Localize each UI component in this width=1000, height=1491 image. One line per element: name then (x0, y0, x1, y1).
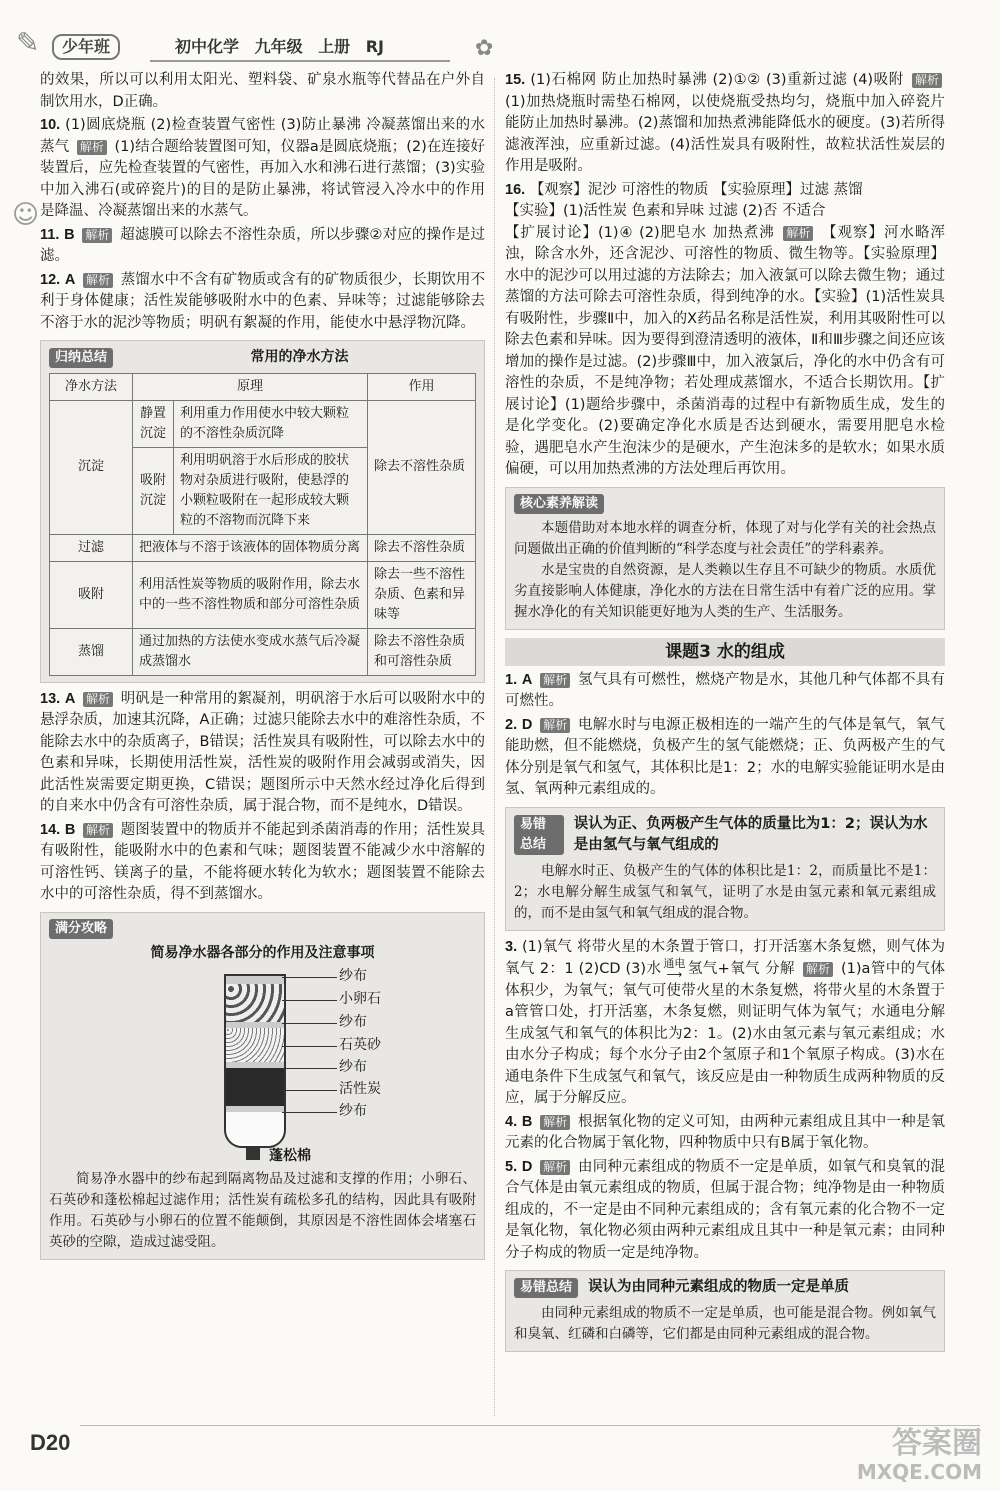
strategy-box (40, 912, 485, 1261)
analysis-tag: 解析 (803, 962, 833, 977)
question-11: 11. B 解析 超滤膜可以除去不溶性杂质，所以步骤②对应的操作是过滤。 (40, 226, 486, 264)
answer-line: 【实验】(1)活性炭 色素和异味 过滤 (2)否 不适合 (505, 203, 826, 219)
reaction-arrow-icon: ⟶ (666, 968, 683, 981)
explanation: 电解水时与电源正极相连的一端产生的气体是氧气，氧气能助燃，但不能燃烧，负极产生的氢气能燃烧；正、负两极产生的气体分别是氧气和氢气，其体积比是1：2；水的电解实验能证明水是由氢、氧两种元素组成的。 (505, 716, 946, 797)
lesson3-question-5: 5. D 解析 由同种元素组成的物质不一定是单质，如氧气和臭氧的混合气体是由氧元素组成的物质，但属于混合物；纯净物是由一种物质组成的，不一定是由不同种元素组成的；含有氧元素的化合物不一定是氧化物，氧化物必须由两种元素组成且其中一种是氧元素；由同种分子构成的物质一定是纯净物。 (505, 1158, 946, 1261)
analysis-tag: 解析 (783, 226, 813, 241)
explanation: 氢气具有可燃性，燃烧产物是水，其他几种气体都不具有可燃性。 (505, 671, 946, 709)
strategy-title: 简易净水器各部分的作用及注意事项 (150, 944, 375, 961)
column-divider (494, 78, 495, 1416)
explanation: (1)结合题给装置图可知，仪器a是圆底烧瓶；(2)在连接好装置后，应先检查装置的气密性，再加入水和沸石进行蒸馏；(3)实验中加入沸石(或碎瓷片)的目的是防止暴沸，将试管浸入冷水中的作用是降温、冷凝蒸馏出来的水蒸气。 (40, 138, 486, 219)
core-literacy-box (505, 487, 945, 630)
table-row: 吸附 利用活性炭等物质的吸附作用，除去水中的一些不溶性物质和部分可溶性杂质 除去一些不溶性杂质、色素和异味等 (50, 561, 476, 628)
label-cotton: 蓬松棉 (269, 1148, 311, 1164)
figure-decoration-icon: ☺ (12, 200, 40, 230)
answer: 氢气+氧气 分解 (687, 961, 795, 977)
explanation: (1)加热烧瓶时需垫石棉网，以使烧瓶受热均匀，烧瓶中加入碎瓷片能防止加热时暴沸。(2)蒸馏和加热煮沸能降低水的硬度。(3)若所得滤液浑浊，应重新过滤。(4)活性炭具有吸附性，故粒状活性炭层的作用是吸附。 (505, 93, 945, 174)
error-title: 误认为正、负两极产生气体的质量比为1：2；误认为水是由氢气与氧气组成的 (573, 815, 928, 853)
analysis-tag: 解析 (540, 1160, 570, 1175)
table-row: 过滤 把液体与不溶于该液体的固体物质分离 除去不溶性杂质 (50, 534, 476, 561)
strategy-text: 简易净水器中的纱布起到隔离物品及过滤和支撑的作用；小卵石、石英砂和蓬松棉起过滤作用；活性炭有疏松多孔的结构，因此具有吸附作用。石英砂与小卵石的位置不能颠倒，其原因是不溶性固体会堵塞石英砂的空隙，造成过滤受阻。 (49, 1171, 476, 1250)
question-14: 14. B 解析 题图装置中的物质并不能起到杀菌消毒的作用；活性炭具有吸附性，能吸附水中的色素和气味；题图装置不能减少水中溶解的可溶性钙、镁离子的量，不能将硬水转化为软水；题图装置不能除去水中的可溶性杂质，得不到蒸馏水。 (40, 821, 486, 902)
pebble-layer (226, 984, 284, 1022)
answer: (1)圆底烧瓶 (2)检查装置气密性 (3)防止暴沸 冷凝蒸馏出来的水蒸气 (40, 117, 485, 155)
explanation: 由同种元素组成的物质不一定是单质，如氧气和臭氧的混合气体是由氧元素组成的物质，但属于混合物；纯净物是由一种物质组成的，不一定是由不同种元素组成的；含有氧元素的化合物不一定是氧化物，氧化物必须由两种元素组成且其中一种是氧元素；由同种分子构成的物质一定是纯净物。 (505, 1158, 946, 1261)
table-row: 吸附沉淀 利用明矾溶于水后形成的胶状物对杂质进行吸附，使悬浮的小颗粒吸附在一起形成较大颗粒的不溶物而沉降下来 (50, 447, 476, 534)
lesson3-question-4: 4. B 解析 根据氧化物的定义可知，由两种元素组成且其中一种是氧元素的化合物属于氧化物，四种物质中只有B属于氧化物。 (505, 1113, 946, 1151)
table-row: 沉淀 静置沉淀 利用重力作用使水中较大颗粒的不溶性杂质沉降 除去不溶性杂质 (50, 400, 476, 447)
answer: D (521, 1158, 533, 1175)
page-header (0, 0, 1000, 62)
answer: A (64, 690, 76, 707)
core-text-2: 水是宝贵的自然资源，是人类赖以生存且不可缺少的物质。水质优劣直接影响人体健康，净化水的方法在日常生活中有着广泛的应用。掌握水净化的有关知识能更好地为人类的生产、生活服务。 (514, 561, 936, 620)
page-title: 初中化学 九年级 上册 RJ (175, 37, 384, 56)
label-carbon: 活性炭 (339, 1081, 381, 1097)
label-pebble: 小卵石 (339, 991, 381, 1007)
analysis-tag: 解析 (82, 228, 112, 243)
question-12: 12. A 解析 蒸馏水中不含有矿物质或含有的矿物质很少，长期饮用不利于身体健康；活性炭能够吸附水中的色素、异味等；过滤能够除去不溶于水的泥沙等物质；明矾有絮凝的作用，能使水中悬浮物沉降。 (40, 271, 486, 331)
error-label: 易错总结 (514, 1278, 578, 1298)
sand-layer (226, 1028, 284, 1062)
left-column (40, 70, 485, 1266)
summary-box (40, 340, 485, 683)
summary-title: 常用的净水方法 (250, 349, 349, 365)
core-label: 核心素养解读 (514, 494, 604, 514)
answer-line: 【观察】泥沙 可溶性的物质 【实验原理】过滤 蒸馏 (529, 181, 863, 198)
analysis-tag: 解析 (77, 140, 107, 155)
answer: (1)氧气 将带火星的木条置于管口，打开活塞木条复燃，则气体为氧气 2：1 (2)CD (3)水 (505, 938, 945, 977)
decoration-icon: ✿ (475, 36, 494, 61)
analysis-tag: 解析 (540, 718, 570, 733)
core-text-1: 本题借助对本地水样的调查分析，体现了对与化学有关的社会热点问题做出正确的价值判断的“科学态度与社会责任”的学科素养。 (514, 519, 936, 557)
page-number: D20 (30, 1430, 71, 1455)
right-column (505, 70, 945, 1358)
answer: B (64, 821, 76, 838)
explanation: 根据氧化物的定义可知，由两种元素组成且其中一种是氧元素的化合物属于氧化物，四种物质中只有B属于氧化物。 (505, 1113, 946, 1151)
answer: D (521, 716, 533, 733)
analysis-tag: 解析 (83, 273, 113, 288)
explanation: 明矾是一种常用的絮凝剂，明矾溶于水后可以吸附水中的悬浮杂质，加速其沉降，A正确；过滤只能除去水中的难溶性杂质，不能除去水中的杂质离子，B错误；活性炭具有吸附性，可以除去水中的色素和异味，长期使用活性炭，活性炭的吸附作用会减弱或消失，因此活性炭需要定期更换，C错误；题图所示中天然水经过净化后得到的自来水中仍含有可溶性杂质，属于混合物，而不是纯水，D错误。 (40, 690, 486, 814)
pencil-icon: ✎ (16, 26, 40, 59)
error-label: 易错总结 (514, 815, 564, 855)
error-text: 由同种元素组成的物质不一定是单质，也可能是混合物。例如氧气和臭氧、红磷和白磷等，它们都是由同种元素组成的混合物。 (514, 1304, 936, 1342)
question-10: 10. (1)圆底烧瓶 (2)检查装置气密性 (3)防止暴沸 冷凝蒸馏出来的水蒸气 解析 (1)结合题给装置图可知，仪器a是圆底烧瓶；(2)在连接好装置后，应先检查装置的气密性，再加入水和沸石进行蒸馏；(3)实验中加入沸石(或碎瓷片)的目的是防止暴沸，将试管浸入冷水中的作用是降温、冷凝蒸馏出来的水蒸气。 (40, 117, 486, 219)
purification-table (49, 373, 476, 676)
watermark-logo: 答案圈 MXQE.COM (856, 1426, 982, 1484)
label-sand: 石英砂 (339, 1037, 381, 1053)
answer: B (521, 1113, 533, 1130)
explanation: (1)a管中的气体体积少，为氧气；氧气可使带火星的木条复燃，将带火星的木条置于a管管口处，打开活塞，木条复燃，则证明气体为氧气；水通电分解生成氢气和氧气的体积比为2：1。(2)水由氢元素与氧元素组成；水由水分子构成；每个水分子由2个氢原子和1个氧原子构成。(3)水在通电条件下生成氢气和氧气，该反应是由一种物质生成两种物质的反应，属于分解反应。 (505, 961, 946, 1106)
section-title: 课题3 水的组成 (505, 638, 945, 666)
error-text: 电解水时正、负极产生的气体的体积比是1：2，而质量比不是1：2；水电解分解生成氢气和氧气，证明了水是由氢元素和氧元素组成的，而不是由氢气和氧气组成的混合物。 (514, 862, 936, 921)
question-13: 13. A 解析 明矾是一种常用的絮凝剂，明矾溶于水后可以吸附水中的悬浮杂质，加速其沉降，A正确；过滤只能除去水中的难溶性杂质，不能除去水中的杂质离子，B错误；活性炭具有吸附性，可以除去水中的色素和异味，长期使用活性炭，活性炭的吸附作用会减弱或消失，因此活性炭需要定期更换，C错误；题图所示中天然水经过净化后得到的自来水中仍含有可溶性杂质，属于混合物，而不是纯水，D错误。 (40, 690, 486, 814)
analysis-tag: 解析 (912, 73, 942, 88)
error-title: 误认为由同种元素组成的物质一定是单质 (588, 1279, 850, 1295)
lesson3-question-3: 3. (1)氧气 将带火星的木条置于管口，打开活塞木条复燃，则气体为氧气 2：1 (2)CD (3)水 通电 ⟶ 氢气+氧气 分解 解析 (1)a管中的气体体积少，为氧气；氧气可使带火星的木条复燃，将带火星的木条置于a管管口处，打开活塞，木条复燃，则证明气体为氧气；水通电分解生成氢气和氧气的体积比为2：1。(2)水由氢元素与氧元素组成；水由水分子构成；每个水分子由2个氢原子和1个氧原子构成。(3)水在通电条件下生成氢气和氧气，该反应是由一种物质生成两种物质的反应，属于分解反应。 (505, 938, 946, 1106)
footer-divider (80, 1425, 980, 1426)
lesson3-question-1: 1. A 解析 氢气具有可燃性，燃烧产物是水，其他几种气体都不具有可燃性。 (505, 671, 946, 709)
explanation: 【观察】河水略浑浊，除含水外，还含泥沙、可溶性的物质、微生物等。【实验原理】水中的泥沙可以用过滤的方法除去；加入液氯可以除去微生物；通过蒸馏的方法可除去可溶性杂质，得到纯净的水。【实验】(1)活性炭具有吸附性，步骤Ⅱ中，加入的X药品名称是活性炭，利用其吸附性可以除去色素和异味。因为要得到澄清透明的液体，Ⅱ和Ⅲ步骤之间还应该增加的操作是过滤。(2)步骤Ⅲ中，加入液氯后，净化的水中仍含有可溶性的杂质，不是纯净物；若处理成蒸馏水，不适合长期饮用。【扩展讨论】(1)题给步骤中，杀菌消毒的过程中有新物质生成，发生的是化学变化。(2)要确定净化水质是否达到硬水，需要用肥皂水检验，遇肥皂水产生泡沫少的是硬水，产生泡沫多的是软水；如果水质偏硬，可以用加热煮沸的方法处理后再饮用。 (505, 224, 946, 477)
answer: A (521, 671, 533, 688)
answer: A (64, 271, 76, 288)
error-summary-box (505, 1270, 945, 1352)
lesson3-question-2: 2. D 解析 电解水时与电源正极相连的一端产生的气体是氧气，氧气能助燃，但不能燃烧，负极产生的氢气能燃烧；正、负两极产生的气体分别是氧气和氢气，其体积比是1：2；水的电解实验能证明水是由氢、氧两种元素组成的。 (505, 716, 946, 797)
explanation: 蒸馏水中不含有矿物质或含有的矿物质很少，长期饮用不利于身体健康；活性炭能够吸附水中的色素、异味等；过滤能够除去不溶于水的泥沙等物质；明矾有絮凝的作用，能使水中悬浮物沉降。 (40, 271, 486, 331)
brand-logo: 少年班 (52, 34, 120, 60)
answer: B (64, 226, 75, 243)
answer-line: 【扩展讨论】(1)④ (2)肥皂水 加热煮沸 (505, 224, 775, 241)
filter-outlet (246, 1146, 260, 1160)
table-header-row: 净水方法 原理 作用 (50, 373, 476, 400)
summary-label: 归纳总结 (49, 348, 113, 368)
analysis-tag: 解析 (83, 823, 113, 838)
question-16: 16. 【观察】泥沙 可溶性的物质 【实验原理】过滤 蒸馏 【实验】(1)活性炭 色素和异味 过滤 (2)否 不适合 【扩展讨论】(1)④ (2)肥皂水 加热煮沸 解析 【观察】河水略浑浊，除含水外，还含泥沙、可溶性的物质、微生物等。【实验原理】水中的泥沙可以用过滤的方法除去；加入液氯可以除去微生物；通过蒸馏的方法可除去可溶性杂质，得到纯净的水。【实验】(1)活性炭具有吸附性，步骤Ⅱ中，加入的X药品名称是活性炭，利用其吸附性可以除去色素和异味。因为要得到澄清透明的液体，Ⅱ和Ⅲ步骤之间还应该增加的操作是过滤。(2)步骤Ⅲ中，加入液氯后，净化的水中仍含有可溶性的杂质，不是纯净物；若处理成蒸馏水，不适合长期饮用。【扩展讨论】(1)题给步骤中，杀菌消毒的过程中有新物质生成，发生的是化学变化。(2)要确定净化水质是否达到硬水，需要用肥皂水检验，遇肥皂水产生泡沫少的是硬水，产生泡沫多的是软水；如果水质偏硬，可以用加热煮沸的方法处理后再饮用。 (505, 181, 946, 477)
cotton-layer (226, 1112, 284, 1144)
answer: (1)石棉网 防止加热时暴沸 (2)①② (3)重新过滤 (4)吸附 (530, 72, 904, 88)
analysis-tag: 解析 (83, 692, 113, 707)
filter-bottle (224, 974, 286, 1148)
error-summary-box (505, 807, 945, 931)
intro-text: 的效果，所以可以利用太阳光、塑料袋、矿泉水瓶等代替品在户外自制饮用水，D正确。 (40, 72, 485, 110)
reaction-condition: 通电 (663, 957, 686, 970)
header-divider (150, 60, 450, 62)
analysis-tag: 解析 (540, 673, 570, 688)
explanation: 题图装置中的物质并不能起到杀菌消毒的作用；活性炭具有吸附性，能吸附水中的色素和气味；题图装置不能减少水中溶解的可溶性钙、镁离子的量，不能将硬水转化为软水；题图装置不能除去水中的可溶性杂质，得不到蒸馏水。 (40, 821, 486, 902)
label-gauze: 纱布 (339, 1059, 367, 1075)
label-gauze: 纱布 (339, 1103, 367, 1119)
gauze-layer (226, 976, 284, 984)
table-row: 蒸馏 通过加热的方法使水变成水蒸气后冷凝成蒸馏水 除去不溶性杂质和可溶性杂质 (50, 628, 476, 675)
explanation: 超滤膜可以除去不溶性杂质，所以步骤②对应的操作是过滤。 (40, 226, 486, 264)
water-filter-diagram (49, 964, 476, 1169)
analysis-tag: 解析 (540, 1115, 570, 1130)
strategy-label: 满分攻略 (49, 919, 113, 939)
carbon-layer (226, 1068, 284, 1106)
label-gauze: 纱布 (339, 1014, 367, 1030)
question-15: 15. (1)石棉网 防止加热时暴沸 (2)①② (3)重新过滤 (4)吸附 解析 (1)加热烧瓶时需垫石棉网，以使烧瓶受热均匀，烧瓶中加入碎瓷片能防止加热时暴沸。(2)蒸馏和加热煮沸能降低水的硬度。(3)若所得滤液浑浊，应重新过滤。(4)活性炭具有吸附性，故粒状活性炭层的作用是吸附。 (505, 72, 945, 174)
label-gauze: 纱布 (339, 968, 367, 984)
